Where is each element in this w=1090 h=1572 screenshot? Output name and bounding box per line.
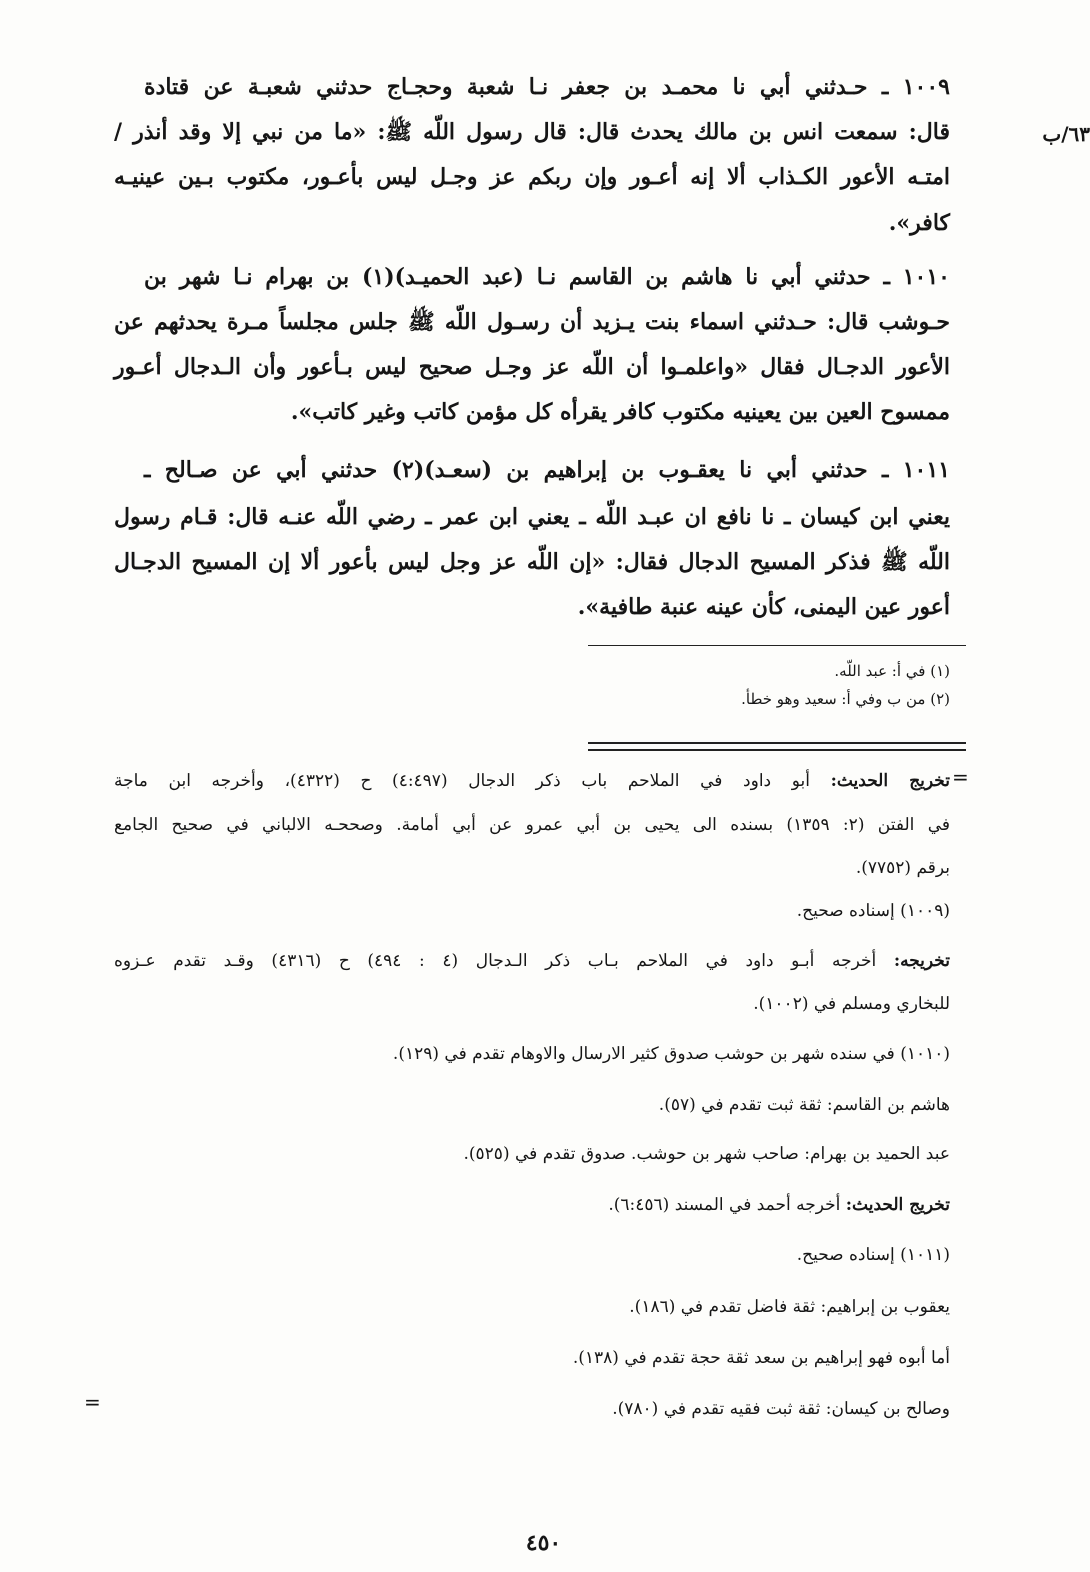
commentary-line xyxy=(114,812,950,840)
commentary-line xyxy=(573,1345,950,1373)
commentary-text: أخرجه أبـو داود في الملاحم بـاب ذكر الـدجال (٤ : ٤٩٤) ح (٤٣١٦) وقـد تقدم عـزوه xyxy=(114,951,894,971)
main-line: يعني ابن كيسان ـ نا نافع ان عبـد اللّه ـ يعني ابن عمر ـ رضي اللّه عنـه قال: قـام رسول xyxy=(114,504,950,530)
commentary-line xyxy=(464,1141,951,1169)
commentary-text: عبد الحميد بن بهرام: صاحب شهر بن حوشب. صدوق تقدم في (٥٢٥). xyxy=(463,1144,950,1164)
main-line: قال: سمعت انس بن مالك يحدث قال: قال رسول اللّه ﷺ: «ما من نبي إلا وقد أنذر / xyxy=(114,119,950,145)
commentary-text: للبخاري ومسلم في (١٠٠٢). xyxy=(753,994,950,1014)
commentary-line xyxy=(753,991,950,1019)
commentary-line xyxy=(114,948,950,976)
main-line: ١٠٠٩ ـ حـدثني أبي نا محمـد بن جعفر نـا شعبة وحجـاج حدثني شعبـة عن قتادة xyxy=(144,74,950,100)
footnote-rule xyxy=(588,645,966,646)
commentary-heading: تخريج الحديث: xyxy=(845,1195,950,1215)
commentary-text: برقم (٧٧٥٢). xyxy=(855,858,950,878)
main-line: امتـه الأعور الكـذاب ألا إنه أعـور وإن ربكم عز وجـل ليس بأعـور، مكتوب بـين عينيـه xyxy=(114,164,950,190)
commentary-line xyxy=(797,1242,950,1270)
commentary-text: أما أبوه فهو إبراهيم بن سعد ثقة حجة تقدم في (١٣٨). xyxy=(572,1348,950,1368)
commentary-text: أبو داود في الملاحم باب ذكر الدجال (٤:٤٩٧) ح (٤٣٢٢)، وأخرجه ابن ماجة xyxy=(114,771,831,791)
commentary-line xyxy=(856,855,950,883)
commentary-heading: تخريج الحديث: xyxy=(830,771,950,791)
footnote: (١) في أ: عبد اللّه. xyxy=(834,662,950,680)
commentary-line xyxy=(608,1192,950,1220)
commentary-rule-bottom xyxy=(588,749,966,751)
footnote: (٢) من ب وفي أ: سعيد وهو خطأ. xyxy=(741,690,950,708)
continuation-mark: = xyxy=(952,765,969,789)
commentary-text: هاشم بن القاسم: ثقة ثبت تقدم في (٥٧). xyxy=(658,1095,950,1115)
continuation-mark: = xyxy=(84,1390,101,1414)
commentary-heading: تخريجه: xyxy=(893,951,950,971)
main-line: أعور عين اليمنى، كأن عينه عنبة طافية». xyxy=(577,594,950,620)
main-line: اللّه ﷺ فذكر المسيح الدجال فقال: «إن اللّه عز وجل ليس بأعور ألا إن المسيح الدجـال xyxy=(114,549,950,575)
main-line: الأعور الدجـال فقال «واعلمـوا أن اللّه عز وجـل صحيح ليس بـأعور وأن الـدجال أعـور xyxy=(114,354,950,380)
commentary-line xyxy=(629,1294,950,1322)
main-line: ١٠١٠ ـ حدثني أبي نا هاشم بن القاسم نـا (عبد الحميـد)(١) بن بهرام نـا شهر بن xyxy=(144,264,950,290)
margin-folio-note: ٦٣/ب xyxy=(1042,122,1090,146)
commentary-line xyxy=(612,1396,950,1424)
commentary-text: في الفتن (٢: ١٣٥٩) بسنده الى يحيى بن أبي عمرو عن أبي أمامة. وصححـه الالباني في صحيح الجامع xyxy=(114,815,950,835)
commentary-line xyxy=(393,1041,950,1069)
commentary-text: (١٠١١) إسناده صحيح. xyxy=(796,1245,950,1265)
commentary-text: (١٠١٠) في سنده شهر بن حوشب صدوق كثير الارسال والاوهام تقدم في (١٢٩). xyxy=(392,1044,950,1064)
main-line: ممسوح العين بين يعينيه مكتوب كافر يقرأه كل مؤمن كاتب وغير كاتب». xyxy=(290,399,950,425)
commentary-rule-top xyxy=(588,742,966,744)
commentary-line xyxy=(659,1092,950,1120)
page-number: ٤٥٠ xyxy=(525,1530,562,1556)
commentary-line xyxy=(114,768,950,796)
main-line: كافر». xyxy=(888,210,950,236)
commentary-text: أخرجه أحمد في المسند (٦:٤٥٦). xyxy=(608,1195,846,1215)
main-line: ١٠١١ ـ حدثني أبي نا يعقـوب بن إبراهيم بن (سعـد)(٢) حدثني أبي عن صـالح ـ xyxy=(144,457,950,483)
commentary-text: (١٠٠٩) إسناده صحيح. xyxy=(796,901,950,921)
commentary-line xyxy=(797,898,950,926)
main-line: حـوشب قال: حـدثني اسماء بنت يـزيد أن رسـول اللّه ﷺ جلس مجلساً مـرة يحدثهم عن xyxy=(114,309,950,335)
commentary-text: يعقوب بن إبراهيم: ثقة فاضل تقدم في (١٨٦). xyxy=(629,1297,950,1317)
commentary-text: وصالح بن كيسان: ثقة ثبت فقيه تقدم في (٧٨٠). xyxy=(612,1399,950,1419)
